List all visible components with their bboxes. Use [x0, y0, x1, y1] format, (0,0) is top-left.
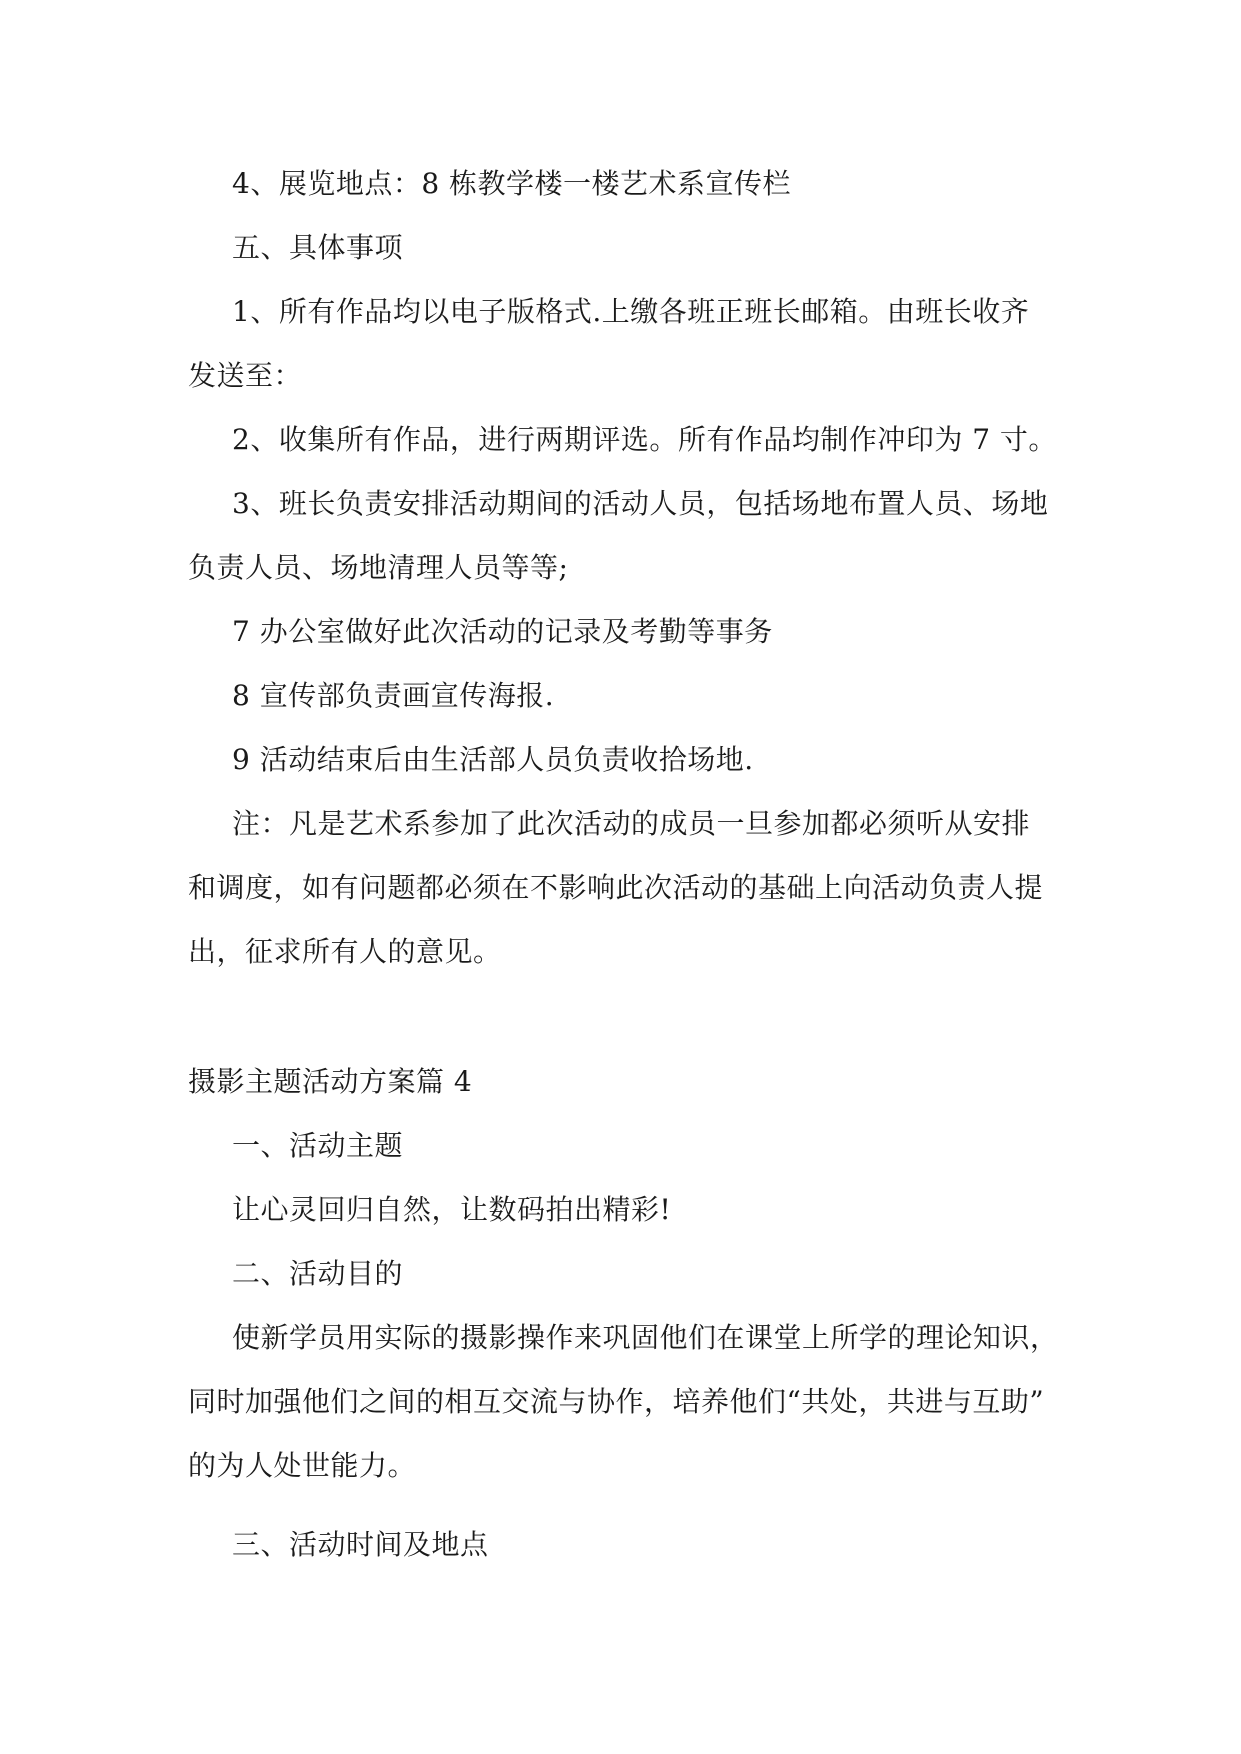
- paragraph-item-1-line-1: 1、所有作品均以电子版格式.上缴各班正班长邮箱。由班长收齐: [232, 295, 1030, 328]
- paragraph-item-7: 7 办公室做好此次活动的记录及考勤等事务: [232, 615, 773, 648]
- paragraph-item-8: 8 宣传部负责画宣传海报.: [232, 679, 555, 712]
- heading-specific-matters: 五、具体事项: [232, 231, 404, 264]
- heading-activity-purpose: 二、活动目的: [232, 1257, 404, 1290]
- paragraph-purpose-line-1: 使新学员用实际的摄影操作来巩固他们在课堂上所学的理论知识，: [232, 1321, 1059, 1354]
- paragraph-item-3-line-2: 负责人员、场地清理人员等等;: [188, 551, 569, 584]
- paragraph-activity-theme: 让心灵回归自然，让数码拍出精彩!: [232, 1193, 672, 1226]
- paragraph-note-line-3: 出，征求所有人的意见。: [188, 935, 502, 968]
- paragraph-exhibition-location: 4、展览地点：8 栋教学楼一楼艺术系宣传栏: [232, 167, 792, 200]
- paragraph-item-1-line-2: 发送至：: [188, 359, 303, 392]
- paragraph-purpose-line-2: 同时加强他们之间的相互交流与协作，培养他们“共处，共进与互助”: [188, 1385, 1045, 1418]
- heading-time-and-location: 三、活动时间及地点: [232, 1528, 489, 1561]
- paragraph-item-3-line-1: 3、班长负责安排活动期间的活动人员，包括场地布置人员、场地: [232, 487, 1049, 520]
- paragraph-note-line-2: 和调度，如有问题都必须在不影响此次活动的基础上向活动负责人提: [188, 871, 1044, 904]
- paragraph-note-line-1: 注：凡是艺术系参加了此次活动的成员一旦参加都必须听从安排: [232, 807, 1031, 840]
- heading-activity-theme: 一、活动主题: [232, 1129, 404, 1162]
- paragraph-item-9: 9 活动结束后由生活部人员负责收拾场地.: [232, 743, 754, 776]
- paragraph-purpose-line-3: 的为人处世能力。: [188, 1449, 417, 1482]
- paragraph-item-2: 2、收集所有作品，进行两期评选。所有作品均制作冲印为 7 寸。: [232, 423, 1057, 456]
- section-title-plan-4: 摄影主题活动方案篇 4: [188, 1065, 473, 1098]
